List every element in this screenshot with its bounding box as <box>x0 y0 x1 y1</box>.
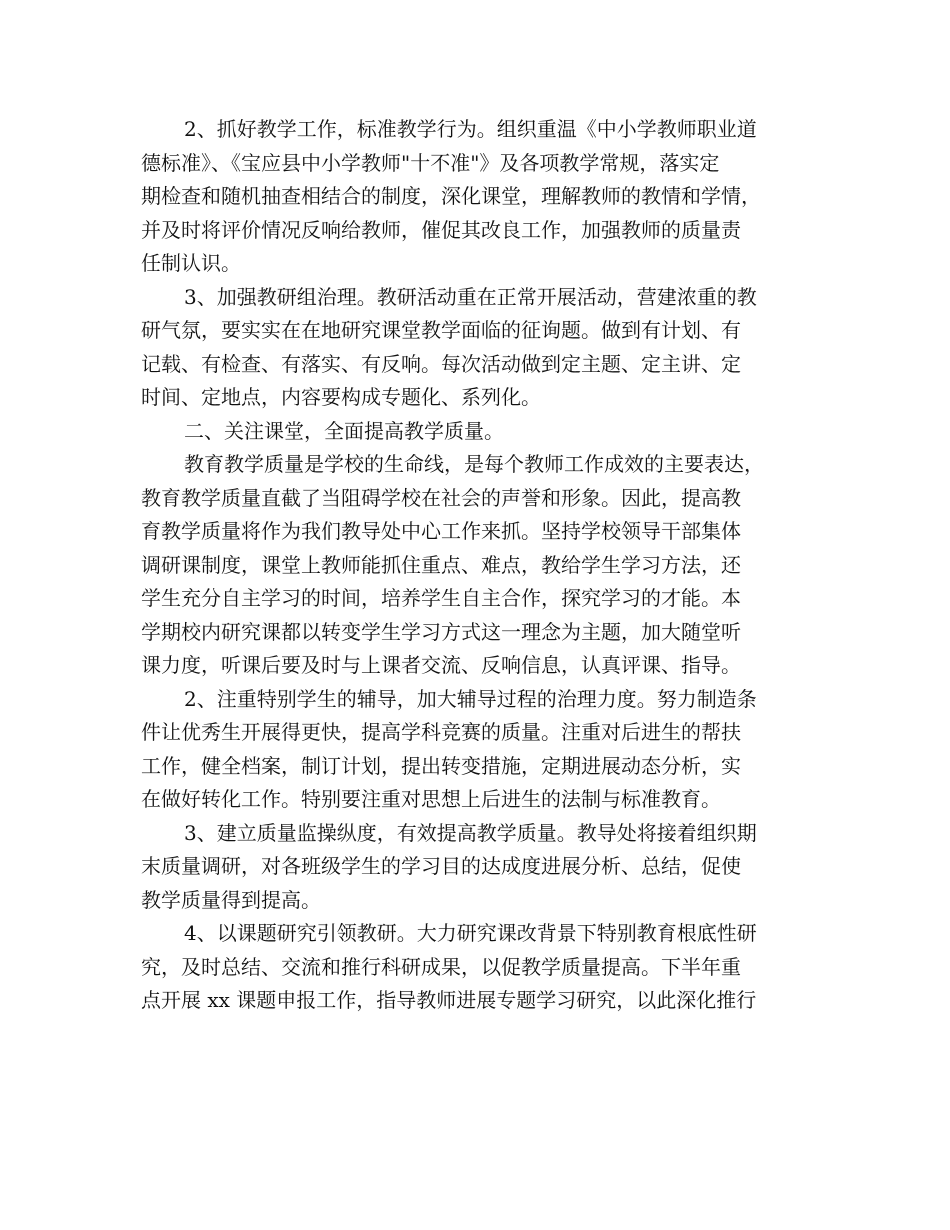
text-line: 究，及时总结、交流和推行科研成果，以促教学质量提高。下半年重 <box>141 954 741 979</box>
section-heading <box>141 415 821 449</box>
text-line: 末质量调研，对各班级学生的学习目的达成度进展分析、总结，促使 <box>141 854 741 878</box>
paragraph-student-tutoring <box>141 683 821 817</box>
text-line: 点开展 xx 课题申报工作，指导教师进展专题学习研究，以此深化推行 <box>141 988 757 1012</box>
heading-line: 二、关注课堂，全面提高教学质量。 <box>184 418 504 443</box>
text-line: 3、加强教研组治理。教研活动重在正常开展活动，营建浓重的教 <box>184 284 757 309</box>
text-line: 课力度，听课后要及时与上课者交流、反响信息，认真评课、指导。 <box>141 653 741 677</box>
text-line: 调研课制度，课堂上教师能抓住重点、难点，教给学生学习方法，还 <box>141 552 741 577</box>
paragraph-research-project <box>141 917 821 1018</box>
text-line: 件让优秀生开展得更快，提高学科竞赛的质量。注重对后进生的帮扶 <box>141 720 741 744</box>
text-line: 4、以课题研究引领教研。大力研究课改背景下特别教育根底性研 <box>184 921 757 945</box>
text-line: 工作，健全档案，制订计划，提出转变措施，定期进展动态分析，实 <box>141 753 741 778</box>
text-line: 学期校内研究课都以转变学生学习方式这一理念为主题，加大随堂听 <box>141 619 741 644</box>
paragraph-quality-monitoring <box>141 817 821 918</box>
paragraph-research-group <box>141 281 821 415</box>
text-line: 任制认识。 <box>141 251 241 275</box>
text-line: 并及时将评价情况反响给教师，催促其改良工作，加强教师的质量责 <box>141 217 741 242</box>
text-line: 教育教学质量是学校的生命线，是每个教师工作成效的主要表达， <box>184 452 764 476</box>
text-line: 期检查和随机抽查相结合的制度，深化课堂，理解教师的教情和学情， <box>141 184 761 208</box>
paragraph-teaching-work <box>141 113 821 281</box>
text-line: 2、抓好教学工作，标准教学行为。组织重温《中小学教师职业道 <box>184 117 757 141</box>
text-line: 育教学质量将作为我们教导处中心工作来抓。坚持学校领导干部集体 <box>141 519 741 543</box>
text-line: 学生充分自主学习的时间，培养学生自主合作，探究学习的才能。本 <box>141 586 741 610</box>
paragraph-teaching-quality <box>141 448 821 683</box>
text-line: 德标准》、《宝应县中小学教师"十不准"》及各项教学常规，落实定 <box>141 150 720 175</box>
text-line: 研气氛，要实实在在地研究课堂教学面临的征询题。做到有计划、有 <box>141 318 741 342</box>
text-line: 教学质量得到提高。 <box>141 887 321 912</box>
document-body <box>141 113 821 1018</box>
text-line: 在做好转化工作。特别要注重对思想上后进生的法制与标准教育。 <box>141 787 721 811</box>
text-line: 2、注重特别学生的辅导，加大辅导过程的治理力度。努力制造条 <box>184 686 757 711</box>
text-line: 记载、有检查、有落实、有反响。每次活动做到定主题、定主讲、定 <box>141 351 741 376</box>
text-line: 时间、定地点，内容要构成专题化、系列化。 <box>141 385 541 409</box>
text-line: 3、建立质量监操纵度，有效提高教学质量。教导处将接着组织期 <box>184 820 757 845</box>
text-line: 教育教学质量直截了当阻碍学校在社会的声誉和形象。因此，提高教 <box>141 485 741 510</box>
